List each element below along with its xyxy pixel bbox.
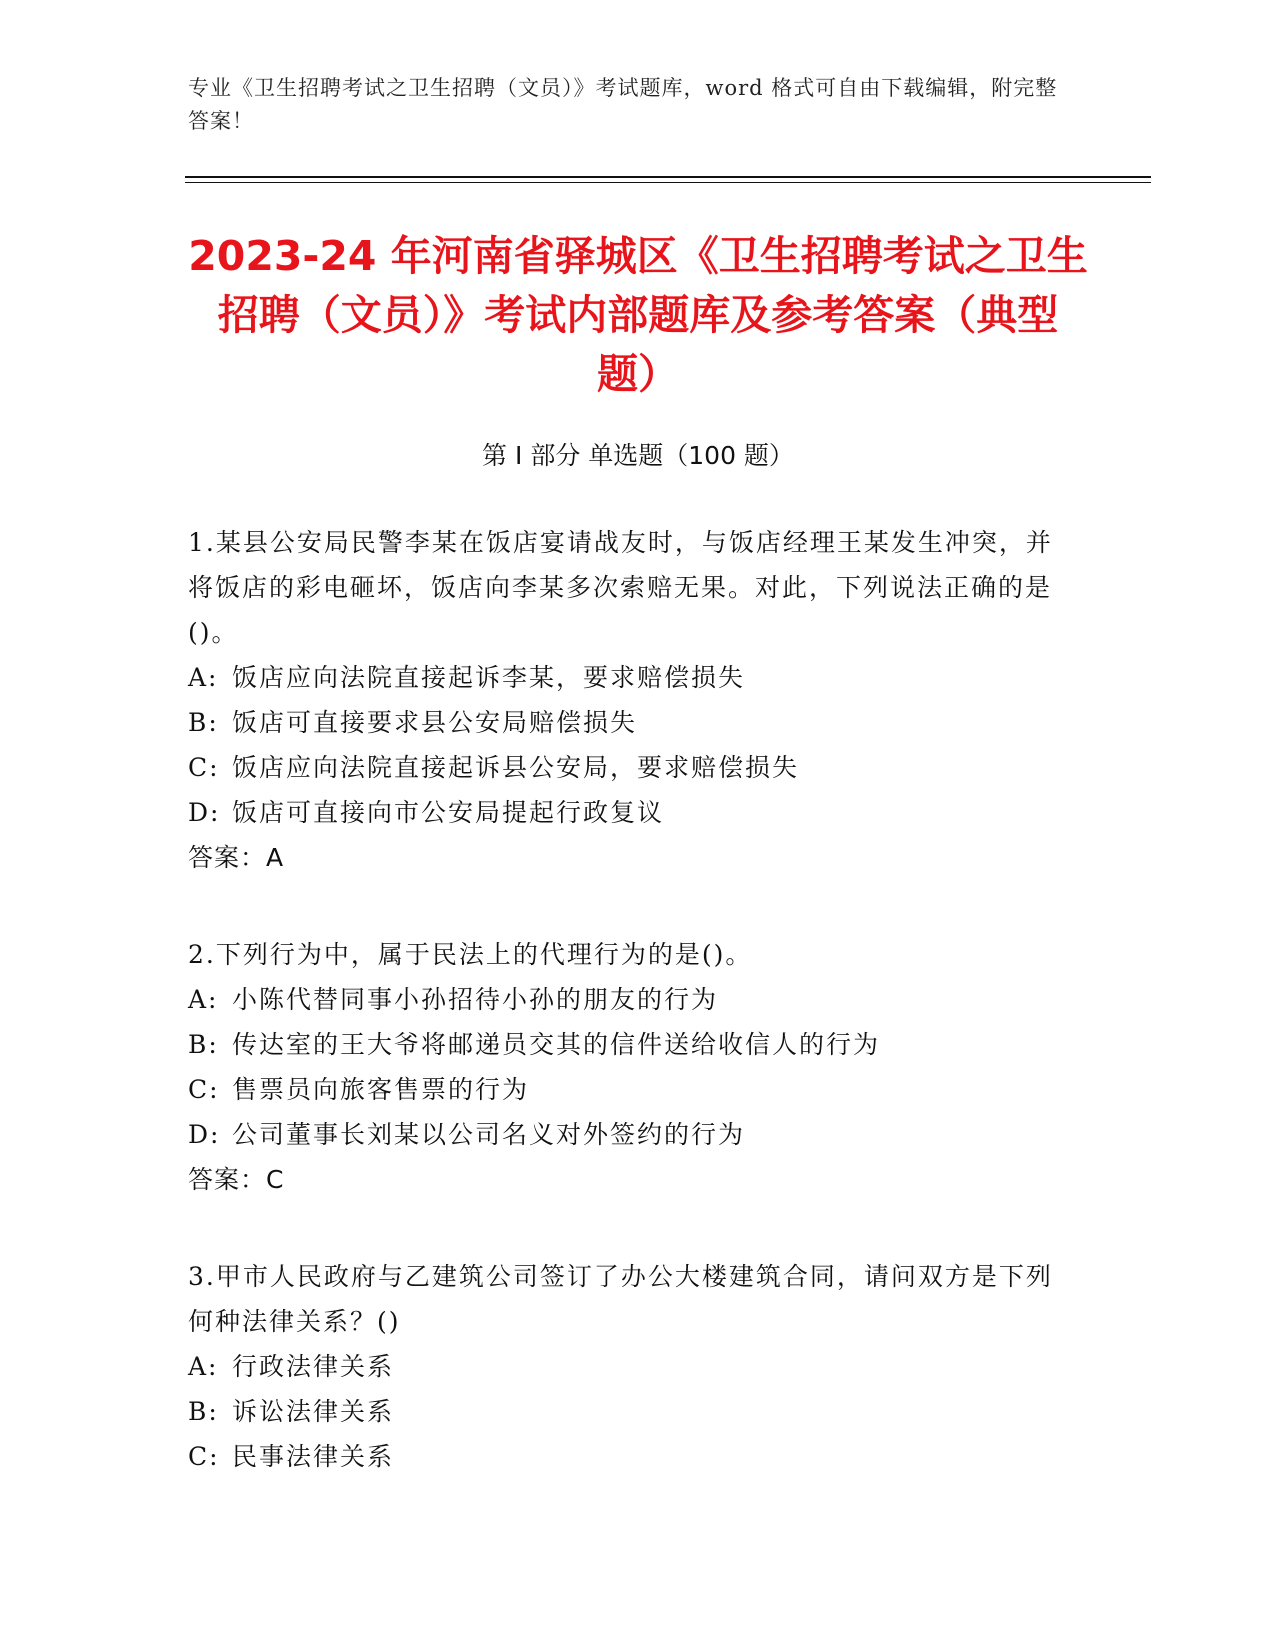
option-text: 行政法律关系 — [232, 1352, 395, 1381]
option-text: 公司董事长刘某以公司名义对外签约的行为 — [232, 1120, 746, 1149]
option-text: 传达室的王大爷将邮递员交其的信件送给收信人的行为 — [232, 1030, 881, 1059]
section-title: 第 I 部分 单选题（100 题） — [482, 441, 794, 470]
option-key: B: — [188, 1030, 219, 1059]
option-d — [188, 790, 1068, 835]
option-key: B: — [188, 1397, 219, 1426]
option-key: C: — [188, 1075, 220, 1104]
option-key: A: — [188, 1352, 219, 1381]
option-text: 饭店可直接要求县公安局赔偿损失 — [232, 708, 638, 737]
document-title: 2023-24 年河南省驿城区《卫生招聘考试之卫生招聘（文员）》考试内部题库及参考答案（典型题） — [188, 232, 1088, 398]
option-key: C: — [188, 1442, 220, 1471]
option-key: D: — [188, 798, 221, 827]
option-text: 饭店可直接向市公安局提起行政复议 — [232, 798, 665, 827]
option-text: 小陈代替同事小孙招待小孙的朋友的行为 — [232, 985, 719, 1014]
header-divider-thick — [185, 176, 1151, 178]
question-2 — [188, 932, 1068, 1202]
option-key: A: — [188, 663, 219, 692]
question-stem: 2.下列行为中，属于民法上的代理行为的是()。 — [188, 940, 753, 969]
option-c — [188, 1067, 1068, 1112]
option-key: D: — [188, 1120, 221, 1149]
option-text: 饭店应向法院直接起诉县公安局，要求赔偿损失 — [232, 753, 800, 782]
option-b — [188, 1389, 1068, 1434]
question-stem: 3.甲市人民政府与乙建筑公司签订了办公大楼建筑合同，请问双方是下列何种法律关系？() — [188, 1262, 1053, 1336]
option-a — [188, 1344, 1068, 1389]
header-note: 专业《卫生招聘考试之卫生招聘（文员）》考试题库，word 格式可自由下载编辑，附完整答案！ — [188, 76, 1058, 133]
question-3 — [188, 1254, 1068, 1479]
option-d — [188, 1112, 1068, 1157]
answer-line: 答案：C — [188, 1165, 285, 1194]
option-text: 诉讼法律关系 — [232, 1397, 395, 1426]
question-stem: 1.某县公安局民警李某在饭店宴请战友时，与饭店经理王某发生冲突，并将饭店的彩电砸坏，饭店向李某多次索赔无果。对此，下列说法正确的是()。 — [188, 528, 1053, 647]
option-b — [188, 1022, 1068, 1067]
option-text: 饭店应向法院直接起诉李某，要求赔偿损失 — [232, 663, 746, 692]
option-c — [188, 1434, 1068, 1479]
option-b — [188, 700, 1068, 745]
option-key: C: — [188, 753, 220, 782]
option-key: A: — [188, 985, 219, 1014]
option-a — [188, 977, 1068, 1022]
option-key: B: — [188, 708, 219, 737]
option-text: 民事法律关系 — [232, 1442, 395, 1471]
option-text: 售票员向旅客售票的行为 — [232, 1075, 530, 1104]
answer-line: 答案：A — [188, 843, 285, 872]
question-1 — [188, 520, 1068, 880]
header-divider-thin — [185, 182, 1151, 183]
option-a — [188, 655, 1068, 700]
option-c — [188, 745, 1068, 790]
